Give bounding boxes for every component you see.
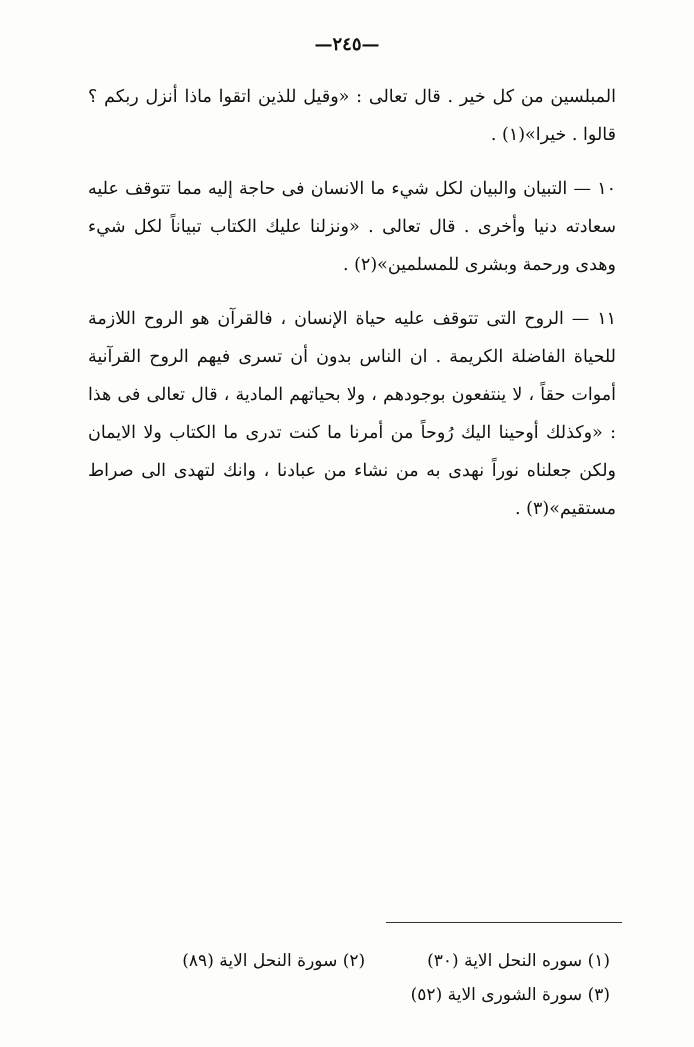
- main-text: [88, 78, 616, 528]
- footnote-3: (٣) سورة الشورى الاية (٥٢): [410, 985, 610, 1005]
- page-number: —٢٤٥—: [314, 34, 380, 55]
- footnote-row: [100, 978, 610, 1012]
- footnotes: [100, 944, 610, 1012]
- footnote-1: (١) سوره النحل الاية (٣٠): [427, 951, 610, 971]
- paragraph-item-11: ١١ — الروح التى تتوقف عليه حياة الإنسان ، فالقرآن هو الروح اللازمة للحياة الفاضلة الكريمة . ان الناس بدون أن تسرى فيهم الروح القرآنية أموات حقاً ، لا ينتفعون بوجودهم ، ولا بحياتهم المادية ، قال تعالى فى هذا : «وكذلك أوحينا اليك رُوحاً من أمرنا ما كنت تدرى ما الكتاب ولا الايمان ولكن جعلناه نوراً نهدى به من نشاء من عبادنا ، وانك لتهدى الى صراط مستقيم»(٣) .: [88, 309, 616, 519]
- paragraph-item-10: ١٠ — التبيان والبيان لكل شيء ما الانسان فى حاجة إليه مما تتوقف عليه سعادته دنيا وأخرى . قال تعالى . «ونزلنا عليك الكتاب تبياناً لكل شيء وهدى ورحمة وبشرى للمسلمين»(٢) .: [88, 179, 616, 275]
- footnote-2: (٢) سورة النحل الاية (٨٩): [182, 951, 366, 971]
- paragraph-continuation: المبلسين من كل خير . قال تعالى : «وقيل للذين اتقوا ماذا أنزل ربكم ؟ قالوا . خيرا»(١) .: [88, 87, 616, 145]
- footnote-divider: [386, 922, 622, 923]
- footnote-row: [100, 944, 610, 978]
